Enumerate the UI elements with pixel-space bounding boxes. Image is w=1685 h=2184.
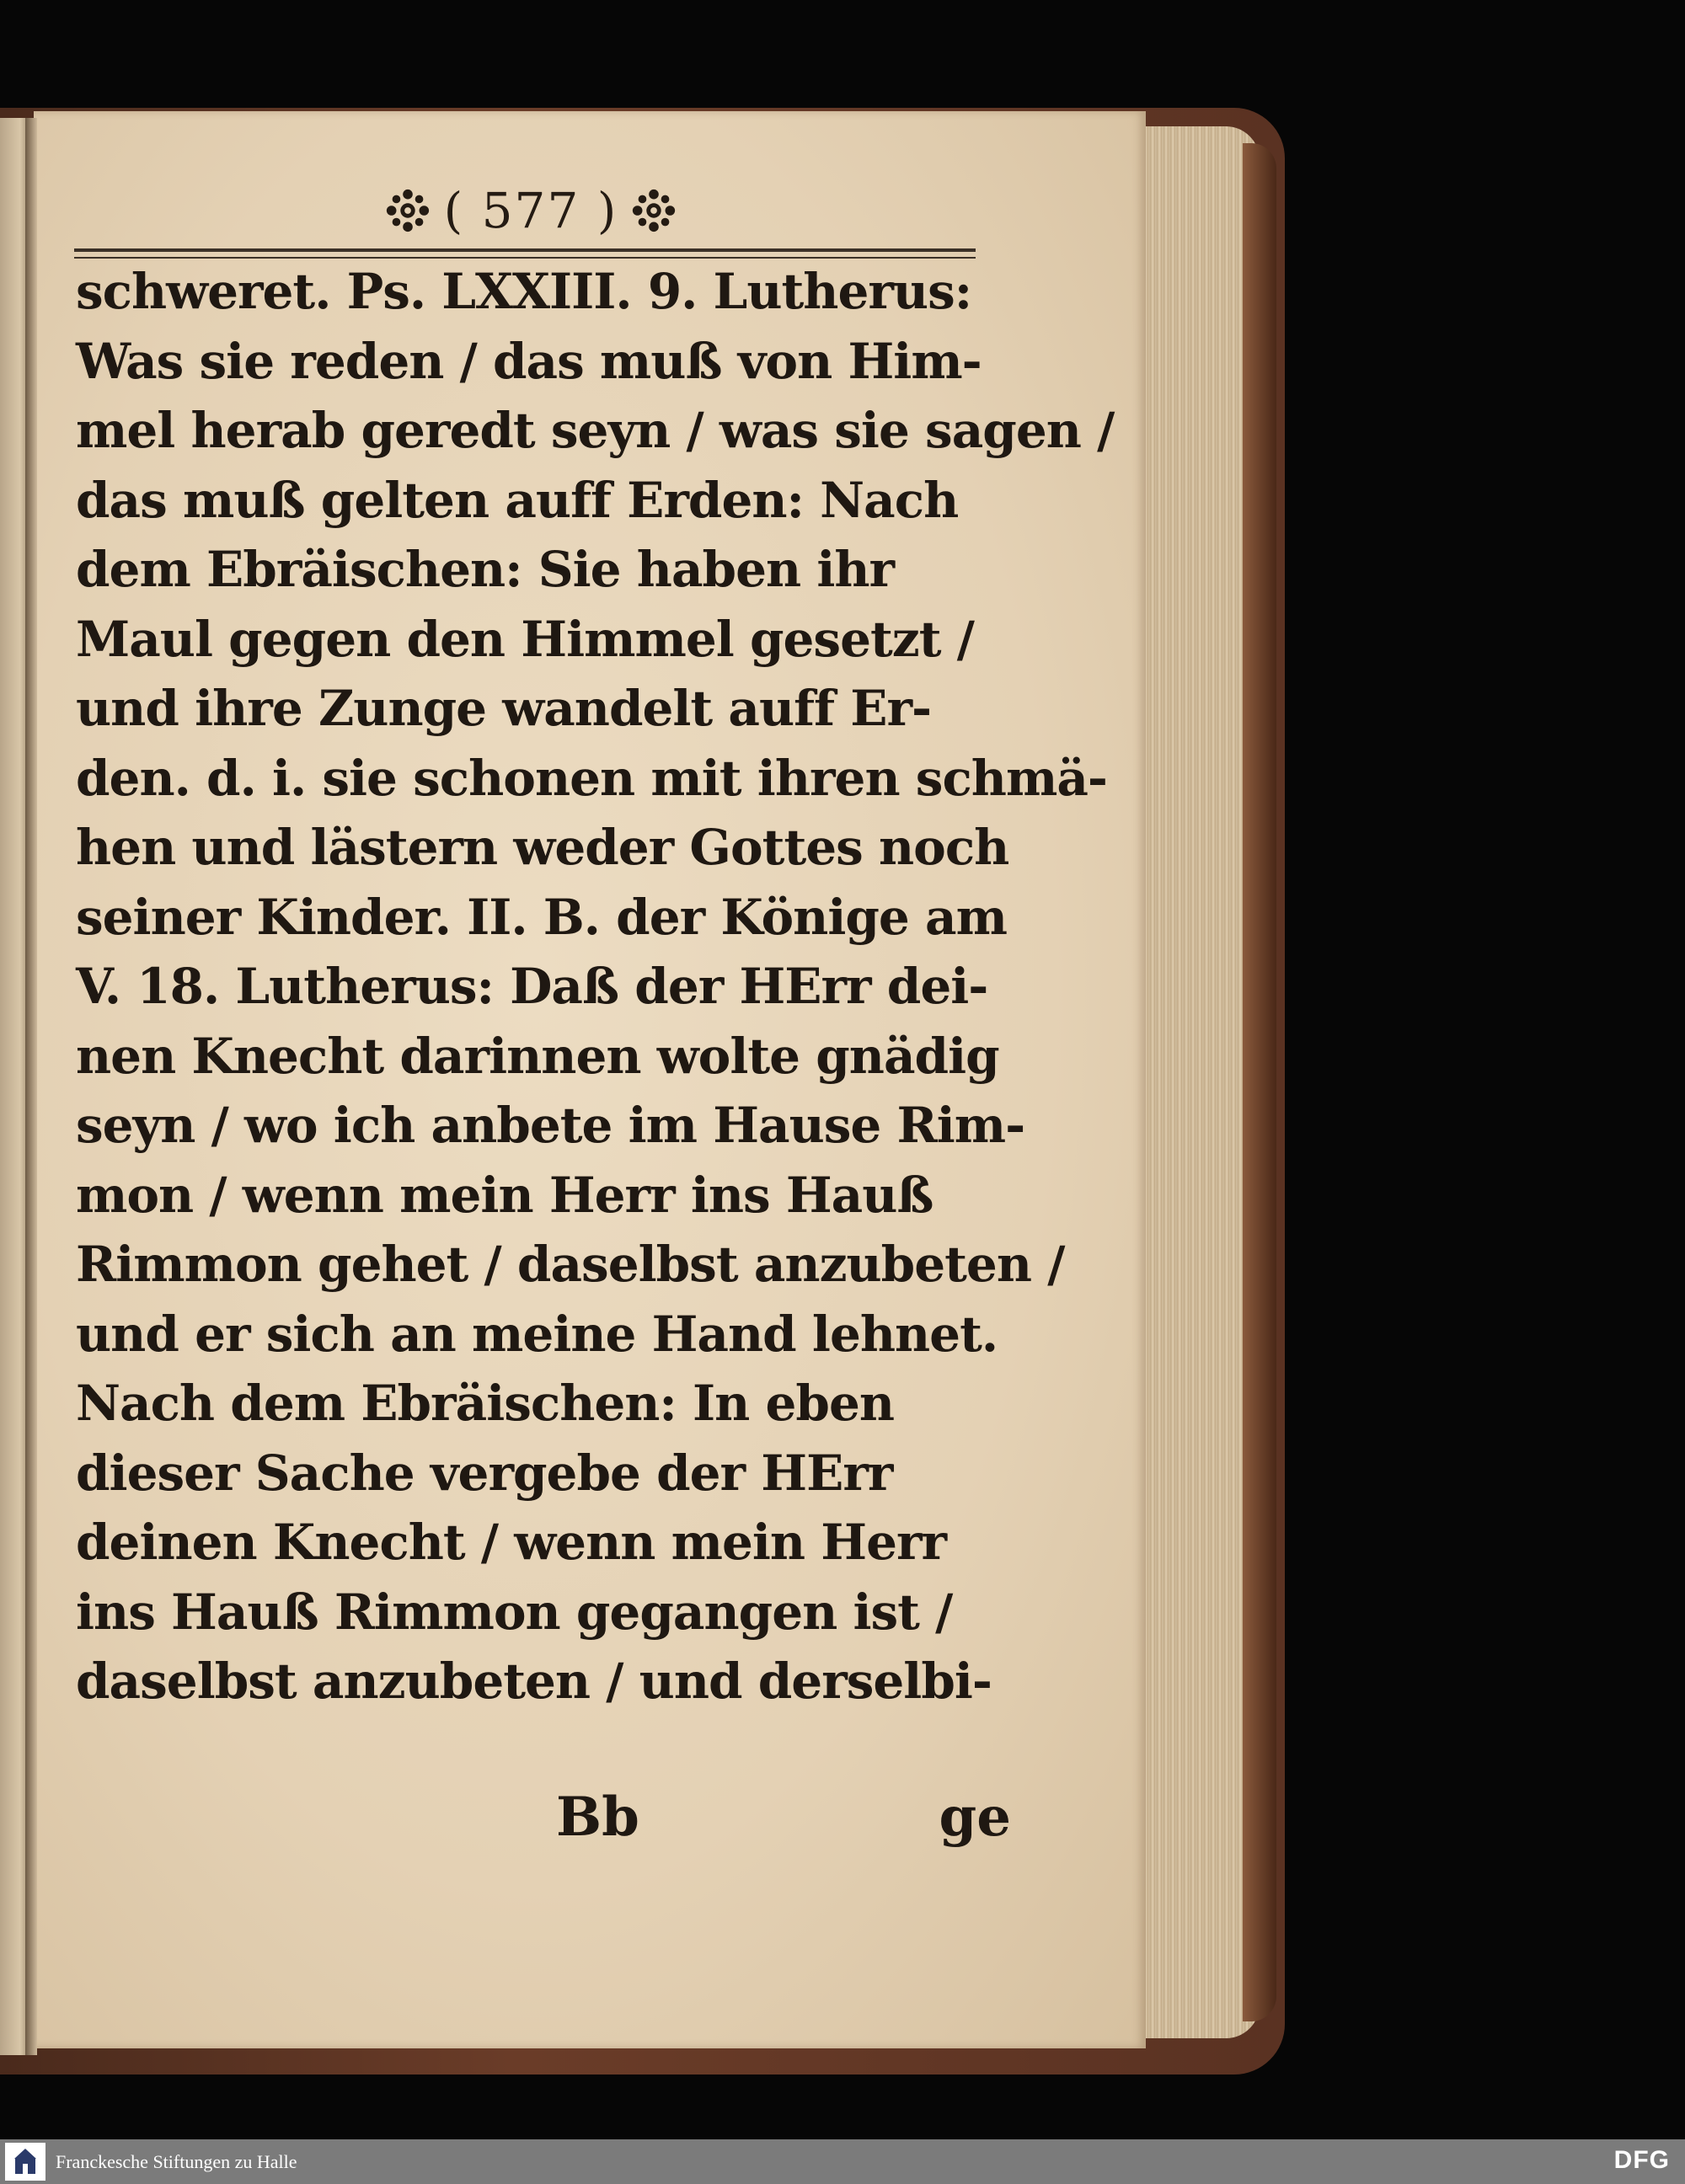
text-line: Rimmon gehet / daselbst anzubeten / <box>76 1236 1065 1293</box>
text-line: und ihre Zunge wandelt auff Er- <box>76 680 932 737</box>
text-line: mon / wenn mein Herr ins Hauß <box>76 1166 933 1224</box>
text-line: schweret. Ps. LXXIII. 9. Lutherus: <box>76 263 972 320</box>
cover-edge <box>1243 143 1276 2021</box>
text-line: den. d. i. sie schonen mit ihren schmä- <box>76 749 1107 807</box>
text-line: daselbst anzubeten / und derselbi- <box>76 1653 992 1710</box>
page-gutter <box>25 118 37 2055</box>
page-edges <box>1142 126 1260 2038</box>
footer-bar <box>0 2139 1685 2184</box>
text-line: mel herab geredt seyn / was sie sagen / <box>76 402 1115 459</box>
signature-mark: Bb <box>556 1786 639 1849</box>
page-number: ( 577 ) <box>443 182 618 239</box>
text-line: nen Knecht darinnen wolte gnädig <box>76 1027 999 1085</box>
text-line: Nach dem Ebräischen: In eben <box>76 1375 895 1432</box>
francke-foundation-logo-icon <box>5 2143 45 2181</box>
text-line: dieser Sache vergebe der HErr <box>76 1444 893 1502</box>
text-line: seyn / wo ich anbete im Hause Rim- <box>76 1097 1025 1154</box>
institution-label: Franckesche Stiftungen zu Halle <box>56 2150 297 2172</box>
catchword: ge <box>939 1786 1011 1849</box>
catchline <box>76 1781 1011 1853</box>
text-line: dem Ebräischen: Sie haben ihr <box>76 541 895 598</box>
flower-ornament-icon <box>629 186 678 235</box>
left-leaf <box>0 118 29 2055</box>
text-line: ins Hauß Rimmon gegangen ist / <box>76 1583 953 1641</box>
text-line: V. 18. Lutherus: Daß der HErr dei- <box>76 958 988 1015</box>
text-line: seiner Kinder. II. B. der Könige am <box>76 888 1007 946</box>
text-line: deinen Knecht / wenn mein Herr <box>76 1514 947 1571</box>
page-header <box>362 173 699 248</box>
text-line: und er sich an meine Hand lehnet. <box>76 1305 998 1363</box>
text-line: Was sie reden / das muß von Him- <box>76 332 982 390</box>
text-line: das muß gelten auff Erden: Nach <box>76 471 959 529</box>
text-line: hen und lästern weder Gottes noch <box>76 819 1009 876</box>
body-text <box>76 257 1115 1857</box>
text-line: Maul gegen den Himmel gesetzt / <box>76 610 974 668</box>
flower-ornament-icon <box>383 186 432 235</box>
dfg-logo: DFG <box>1613 2146 1670 2174</box>
